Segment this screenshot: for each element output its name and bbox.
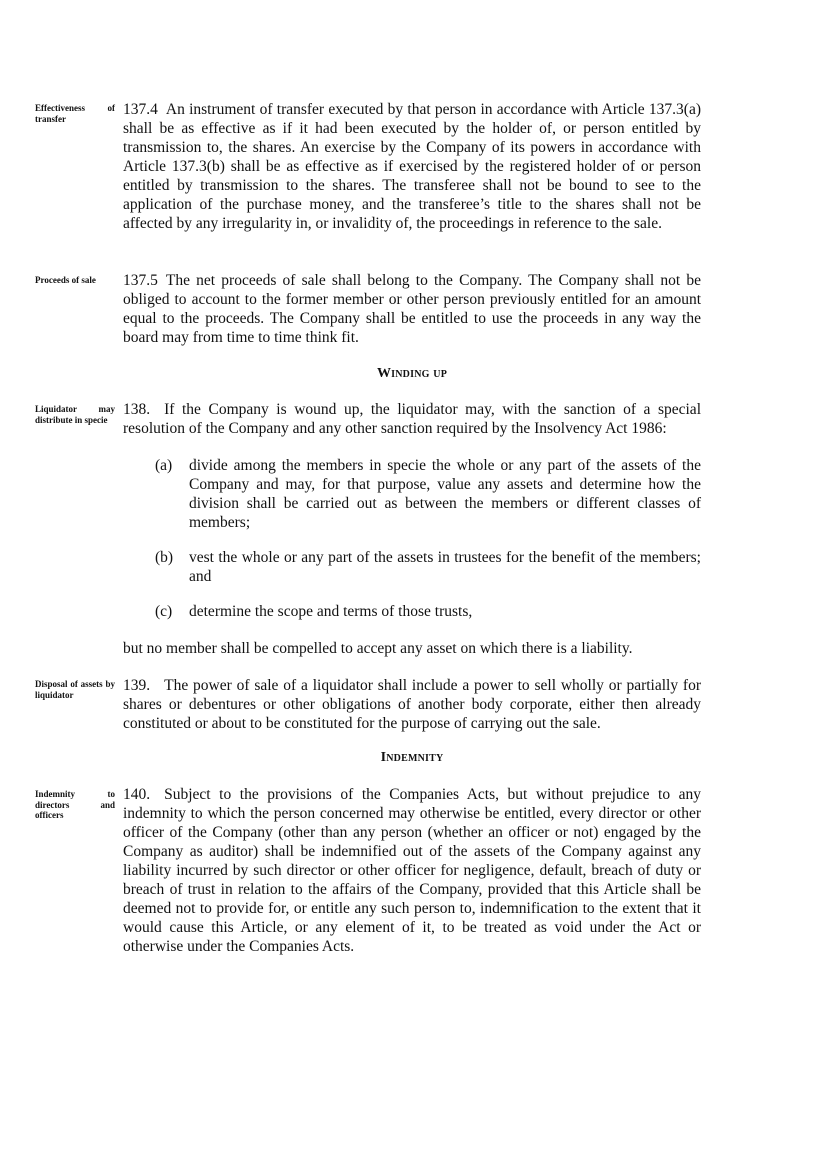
margin-note-liquidator-may-distribute: Liquidator may distribute in specie [35, 404, 115, 425]
article-text: Subject to the provisions of the Companies Acts, but without prejudice to any indemnity to which the person concerned may otherwise be entitled, every director or other officer of the Company (other than any person (whether an officer or not) engaged by the Company as auditor) shall be indemnified out of the assets of the Company against any liability incurred by such director or other officer for negligence, default, breach of duty or breach of trust in relation to the affairs of the Company, provided that this Article shall be deemed not to provide for, or entitle any such person to, indemnification to the extent that it would cause this Article, or any element of it, to be treated as void under the Act or otherwise under the Companies Acts. [123, 786, 701, 955]
list-item-c [155, 602, 701, 621]
list-item-label: (c) [155, 603, 173, 620]
margin-note-disposal-of-assets: Disposal of assets by liquidator [35, 679, 115, 700]
margin-note-proceeds-of-sale: Proceeds of sale [35, 275, 96, 285]
list-item-text: determine the scope and terms of those trusts, [189, 603, 473, 620]
section-heading-indemnity: Indemnity [380, 750, 444, 765]
article-text: If the Company is wound up, the liquidator may, with the sanction of a special resolution of the Company and any other sanction required by the Insolvency Act 1986: [123, 401, 701, 437]
article-number: 140. [123, 786, 151, 803]
article-text: An instrument of transfer executed by that person in accordance with Article 137.3(a) shall be as effective as if it had been executed by the holder of, or person entitled by transmission to, the shares. An exercise by the Company of its powers in accordance with Article 137.3(b) shall be as effective as if exercised by the registered holder of or person entitled by transmission to the shares. The transferee shall not be bound to see to the application of the purchase money, and the transferee’s title to the shares shall not be affected by any irregularity in, or invalidity of, the proceedings in reference to the sale. [123, 101, 701, 232]
margin-note-indemnity-to-directors: Indemnity to directors and officers [35, 789, 115, 820]
list-item-b [155, 548, 701, 586]
article-number: 138. [123, 401, 151, 418]
article-137-4 [123, 100, 701, 233]
article-number: 139. [123, 677, 151, 694]
list-item-a [155, 456, 701, 532]
article-number: 137.4 [123, 101, 158, 118]
article-text: The power of sale of a liquidator shall include a power to sell wholly or partially for shares or debentures or other obligations of another body corporate, either then already constituted or about to be constituted for the purpose of carrying out the sale. [123, 677, 701, 732]
list-item-text: divide among the members in specie the whole or any part of the assets of the Company and may, for that purpose, value any assets and determine how the division shall be carried out as between the members or different classes of members; [189, 457, 701, 531]
list-item-label: (a) [155, 457, 173, 474]
article-text: The net proceeds of sale shall belong to the Company. The Company shall not be obliged to account to the former member or other person previously entitled for an amount equal to the proceeds. The Company shall be entitled to use the proceeds in any way the board may from time to time think fit. [123, 272, 701, 346]
article-140 [123, 785, 701, 956]
article-number: 137.5 [123, 272, 158, 289]
margin-note-effectiveness-of-transfer: Effectiveness of transfer [35, 103, 115, 124]
article-138-closing: but no member shall be compelled to accept any asset on which there is a liability. [123, 640, 633, 657]
section-heading-winding-up: Winding up [376, 366, 448, 381]
list-item-label: (b) [155, 549, 174, 566]
article-138 [123, 400, 701, 438]
article-137-5 [123, 271, 701, 347]
article-139 [123, 676, 701, 733]
list-item-text: vest the whole or any part of the assets in trustees for the benefit of the members; and [189, 549, 701, 585]
